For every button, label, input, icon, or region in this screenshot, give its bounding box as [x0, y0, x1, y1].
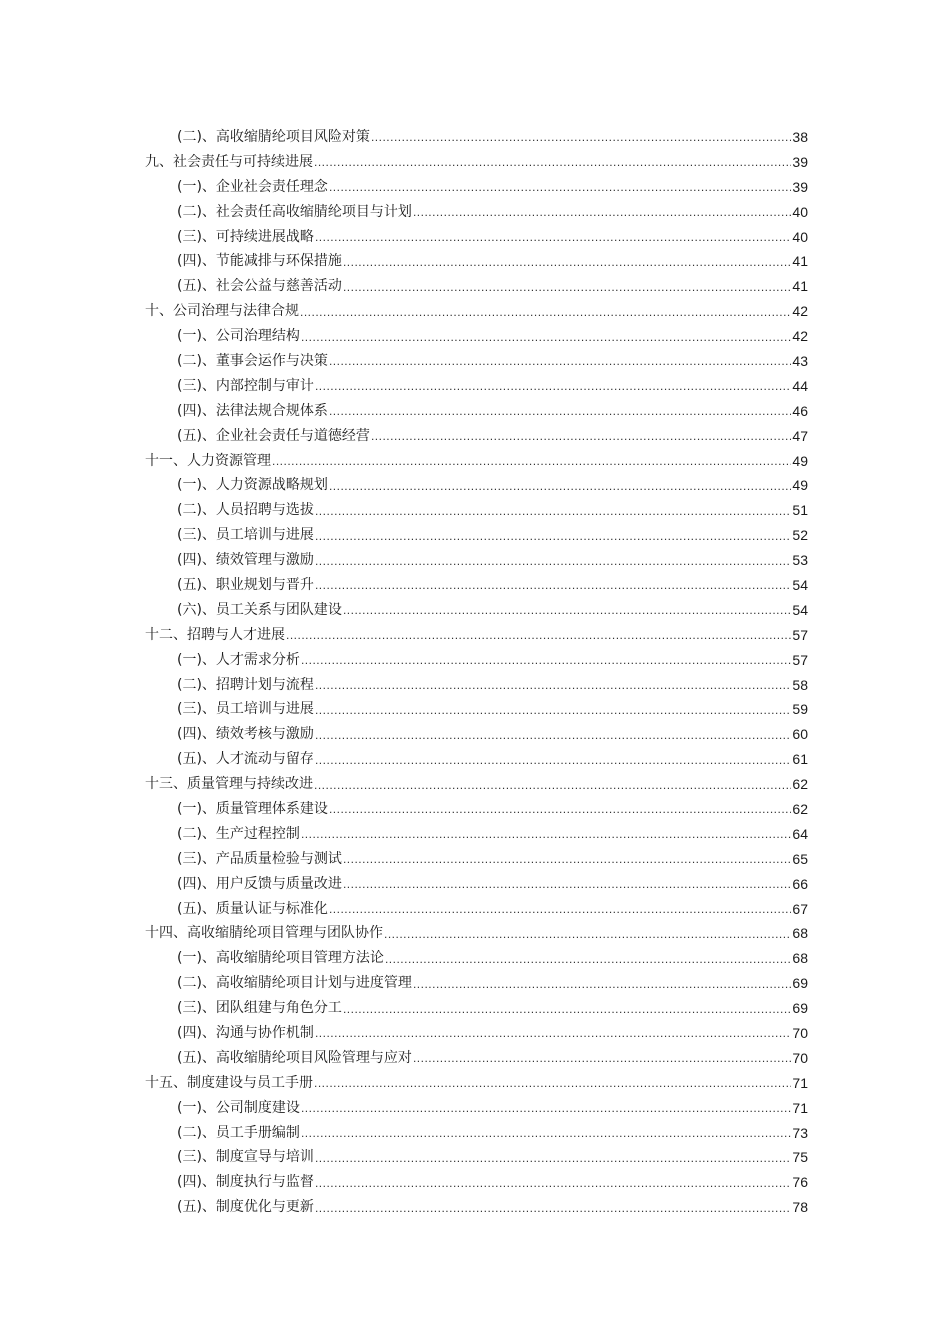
toc-page-number: 71	[792, 1099, 808, 1116]
toc-section-entry[interactable]	[0, 373, 950, 398]
toc-section-entry[interactable]	[0, 1170, 950, 1195]
toc-entry-title: (二)、高收缩腈纶项目风险对策	[177, 128, 370, 145]
toc-entry-title: (二)、社会责任高收缩腈纶项目与计划	[177, 203, 412, 220]
toc-entry-title: (一)、质量管理体系建设	[177, 800, 328, 817]
toc-page-number: 53	[792, 552, 808, 569]
toc-section-entry[interactable]	[0, 1195, 950, 1220]
toc-section-entry[interactable]	[0, 1095, 950, 1120]
toc-chapter-entry[interactable]	[0, 149, 950, 174]
toc-page-number: 76	[792, 1174, 808, 1191]
toc-entry-title: 十二、招聘与人才进展	[145, 626, 285, 643]
toc-entry-title: (五)、质量认证与标准化	[177, 900, 328, 917]
toc-section-entry[interactable]	[0, 597, 950, 622]
toc-dot-leader	[343, 282, 791, 299]
toc-entry-title: (二)、员工手册编制	[177, 1124, 300, 1141]
toc-dot-leader	[413, 207, 791, 224]
toc-page-number: 60	[792, 726, 808, 743]
toc-page-number: 64	[792, 825, 808, 842]
toc-page-number: 62	[792, 776, 808, 793]
toc-entry-title: (二)、生产过程控制	[177, 825, 300, 842]
toc-entry-title: (一)、高收缩腈纶项目管理方法论	[177, 950, 384, 967]
toc-dot-leader	[371, 431, 791, 448]
toc-entry-title: (三)、内部控制与审计	[177, 377, 314, 394]
toc-page-number: 66	[792, 875, 808, 892]
toc-page-number: 46	[792, 402, 808, 419]
toc-entry-title: (三)、产品质量检验与测试	[177, 850, 342, 867]
toc-page-number: 67	[792, 900, 808, 917]
toc-dot-leader	[329, 481, 791, 498]
toc-section-entry[interactable]	[0, 1145, 950, 1170]
toc-section-entry[interactable]	[0, 697, 950, 722]
toc-section-entry[interactable]	[0, 125, 950, 150]
toc-entry-title: (二)、招聘计划与流程	[177, 676, 314, 693]
toc-entry-title: (五)、职业规划与晋升	[177, 576, 314, 593]
toc-dot-leader	[315, 232, 791, 249]
toc-page-number: 41	[792, 278, 808, 295]
toc-page-number: 51	[792, 502, 808, 519]
toc-dot-leader	[413, 979, 791, 996]
table-of-contents	[0, 125, 950, 1220]
toc-page-number: 40	[792, 228, 808, 245]
toc-dot-leader	[300, 307, 791, 324]
toc-page-number: 54	[792, 576, 808, 593]
toc-dot-leader	[301, 829, 791, 846]
toc-section-entry[interactable]	[0, 174, 950, 199]
toc-entry-title: (一)、人力资源战略规划	[177, 477, 328, 494]
toc-page-number: 40	[792, 203, 808, 220]
toc-page-number: 61	[792, 751, 808, 768]
toc-dot-leader	[315, 705, 791, 722]
toc-section-entry[interactable]	[0, 224, 950, 249]
toc-section-entry[interactable]	[0, 523, 950, 548]
toc-section-entry[interactable]	[0, 349, 950, 374]
toc-page-number: 71	[792, 1074, 808, 1091]
toc-page-number: 65	[792, 850, 808, 867]
toc-section-entry[interactable]	[0, 722, 950, 747]
toc-entry-title: 十三、质量管理与持续改进	[145, 776, 313, 793]
toc-dot-leader	[315, 1153, 791, 1170]
toc-dot-leader	[272, 456, 791, 473]
toc-entry-title: 十、公司治理与法律合规	[145, 303, 299, 320]
toc-section-entry[interactable]	[0, 324, 950, 349]
toc-dot-leader	[314, 780, 791, 797]
toc-dot-leader	[301, 655, 791, 672]
toc-entry-title: (四)、法律法规合规体系	[177, 402, 328, 419]
toc-dot-leader	[343, 257, 791, 274]
toc-entry-title: (一)、公司治理结构	[177, 328, 300, 345]
toc-dot-leader	[314, 157, 791, 174]
toc-section-entry[interactable]	[0, 797, 950, 822]
toc-dot-leader	[329, 406, 791, 423]
toc-entry-title: (四)、沟通与协作机制	[177, 1025, 314, 1041]
toc-entry-title: (四)、用户反馈与质量改进	[177, 875, 342, 892]
toc-section-entry[interactable]	[0, 1045, 950, 1070]
toc-page-number: 42	[792, 303, 808, 320]
toc-dot-leader	[315, 1178, 791, 1195]
toc-dot-leader	[301, 332, 791, 349]
toc-dot-leader	[343, 854, 791, 871]
toc-section-entry[interactable]	[0, 249, 950, 274]
toc-page-number: 42	[792, 328, 808, 345]
toc-chapter-entry[interactable]	[0, 622, 950, 647]
toc-section-entry[interactable]	[0, 946, 950, 971]
toc-entry-title: (五)、企业社会责任与道德经营	[177, 427, 370, 444]
toc-section-entry[interactable]	[0, 871, 950, 896]
toc-page-number: 38	[792, 128, 808, 145]
toc-entry-title: (三)、团队组建与角色分工	[177, 1000, 342, 1017]
toc-page-number: 62	[792, 800, 808, 817]
toc-entry-title: (五)、制度优化与更新	[177, 1199, 314, 1216]
toc-entry-title: (三)、可持续进展战略	[177, 228, 314, 245]
toc-chapter-entry[interactable]	[0, 1070, 950, 1095]
toc-entry-title: (一)、公司制度建设	[177, 1099, 300, 1116]
toc-page-number: 41	[792, 253, 808, 270]
toc-entry-title: (四)、节能减排与环保措施	[177, 253, 342, 270]
toc-page-number: 69	[792, 1000, 808, 1017]
toc-dot-leader	[315, 680, 791, 697]
toc-dot-leader	[343, 1004, 791, 1021]
toc-dot-leader	[315, 381, 791, 398]
toc-dot-leader	[385, 954, 791, 971]
toc-section-entry[interactable]	[0, 274, 950, 299]
toc-section-entry[interactable]	[0, 896, 950, 921]
toc-page-number: 47	[792, 427, 808, 444]
toc-dot-leader	[315, 556, 791, 573]
toc-page-number: 54	[792, 601, 808, 618]
toc-section-entry[interactable]	[0, 573, 950, 598]
toc-section-entry[interactable]	[0, 398, 950, 423]
toc-dot-leader	[329, 182, 791, 199]
toc-section-entry[interactable]	[0, 672, 950, 697]
toc-page-number: 58	[792, 676, 808, 693]
toc-dot-leader	[314, 1078, 791, 1095]
toc-dot-leader	[413, 1053, 791, 1070]
toc-entry-title: (二)、高收缩腈纶项目计划与进度管理	[177, 975, 412, 992]
toc-page-number: 52	[792, 527, 808, 544]
toc-entry-title: (一)、企业社会责任理念	[177, 178, 328, 195]
toc-page-number: 49	[792, 452, 808, 469]
toc-section-entry[interactable]	[0, 199, 950, 224]
toc-entry-title: (五)、社会公益与慈善活动	[177, 278, 342, 295]
toc-entry-title: 十五、制度建设与员工手册	[145, 1074, 313, 1091]
toc-entry-title: 九、社会责任与可持续进展	[145, 153, 313, 170]
toc-page-number: 75	[792, 1149, 808, 1166]
toc-page-number: 43	[792, 352, 808, 369]
toc-section-entry[interactable]	[0, 846, 950, 871]
toc-dot-leader	[329, 904, 791, 921]
toc-entry-title: (五)、高收缩腈纶项目风险管理与应对	[177, 1049, 412, 1066]
toc-entry-title: 十一、人力资源管理	[145, 452, 271, 469]
toc-dot-leader	[315, 1028, 791, 1045]
toc-entry-title: (六)、员工关系与团队建设	[177, 601, 342, 618]
toc-section-entry[interactable]	[0, 971, 950, 996]
toc-entry-title: (四)、绩效考核与激励	[177, 726, 314, 743]
toc-dot-leader	[315, 730, 791, 747]
toc-page-number: 57	[792, 651, 808, 668]
toc-entry-title: (一)、人才需求分析	[177, 651, 300, 668]
toc-page-number: 44	[792, 377, 808, 394]
toc-page-number: 68	[792, 950, 808, 967]
toc-dot-leader	[343, 605, 791, 622]
toc-chapter-entry[interactable]	[0, 299, 950, 324]
toc-section-entry[interactable]	[0, 647, 950, 672]
toc-entry-title: (三)、员工培训与进展	[177, 527, 314, 544]
toc-page-number: 39	[792, 153, 808, 170]
toc-dot-leader	[329, 804, 791, 821]
toc-section-entry[interactable]	[0, 747, 950, 772]
toc-section-entry[interactable]	[0, 821, 950, 846]
toc-section-entry[interactable]	[0, 498, 950, 523]
toc-section-entry[interactable]	[0, 1120, 950, 1145]
toc-entry-title: (四)、绩效管理与激励	[177, 552, 314, 569]
toc-page-number: 70	[792, 1049, 808, 1066]
toc-dot-leader	[315, 1203, 791, 1220]
toc-page-number: 70	[792, 1025, 808, 1041]
toc-dot-leader	[343, 879, 791, 896]
toc-chapter-entry[interactable]	[0, 448, 950, 473]
toc-dot-leader	[301, 1128, 791, 1145]
toc-dot-leader	[329, 356, 791, 373]
toc-page-number: 57	[792, 626, 808, 643]
toc-dot-leader	[315, 580, 791, 597]
toc-entry-title: 十四、高收缩腈纶项目管理与团队协作	[145, 925, 383, 942]
toc-dot-leader	[315, 755, 791, 772]
toc-entry-title: (四)、制度执行与监督	[177, 1174, 314, 1191]
toc-dot-leader	[315, 506, 791, 523]
toc-entry-title: (三)、制度宣导与培训	[177, 1149, 314, 1166]
toc-dot-leader	[286, 630, 791, 647]
toc-dot-leader	[315, 531, 791, 548]
toc-page-number: 73	[792, 1124, 808, 1141]
toc-chapter-entry[interactable]	[0, 921, 950, 946]
toc-page-number: 69	[792, 975, 808, 992]
toc-page-number: 78	[792, 1199, 808, 1216]
toc-page-number: 59	[792, 701, 808, 718]
toc-entry-title: (二)、人员招聘与选拔	[177, 502, 314, 519]
toc-chapter-entry[interactable]	[0, 772, 950, 797]
toc-entry-title: (五)、人才流动与留存	[177, 751, 314, 768]
toc-page-number: 68	[792, 925, 808, 942]
toc-section-entry[interactable]	[0, 473, 950, 498]
toc-section-entry[interactable]	[0, 996, 950, 1021]
toc-dot-leader	[301, 1103, 791, 1120]
toc-page-number: 49	[792, 477, 808, 494]
toc-page-number: 39	[792, 178, 808, 195]
toc-section-entry[interactable]	[0, 1021, 950, 1046]
toc-section-entry[interactable]	[0, 423, 950, 448]
toc-dot-leader	[371, 132, 791, 149]
toc-entry-title: (三)、员工培训与进展	[177, 701, 314, 718]
toc-entry-title: (二)、董事会运作与决策	[177, 352, 328, 369]
toc-dot-leader	[384, 929, 791, 946]
toc-section-entry[interactable]	[0, 548, 950, 573]
